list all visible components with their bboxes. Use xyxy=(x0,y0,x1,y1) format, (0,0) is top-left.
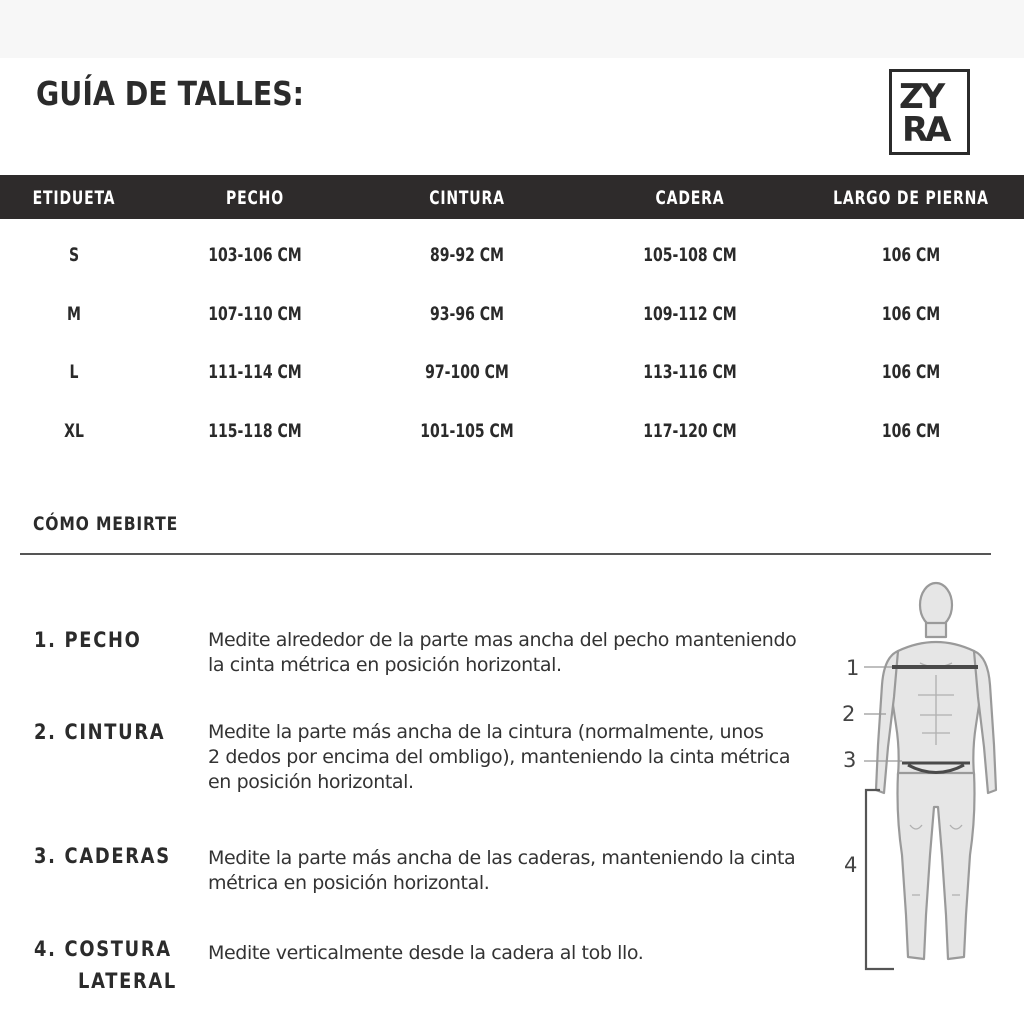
size-cell: L xyxy=(69,361,79,383)
brand-logo xyxy=(889,69,970,155)
size-table-header xyxy=(0,175,1024,219)
size-cell: S xyxy=(68,244,80,266)
hip-cell: 117-120 CM xyxy=(643,420,737,442)
logo-line-2: RA xyxy=(902,110,949,150)
size-cell: XL xyxy=(64,420,84,442)
page-title: GUÍA DE TALLES: xyxy=(36,74,305,113)
section-divider xyxy=(20,553,991,555)
header-hip: CADERA xyxy=(655,187,725,209)
figure-number-4: 4 xyxy=(844,853,858,877)
leg-cell: 106 CM xyxy=(881,244,941,266)
table-row xyxy=(0,244,1024,274)
hip-cell: 113-116 CM xyxy=(643,361,737,383)
hip-cell: 109-112 CM xyxy=(643,303,737,325)
chest-cell: 107-110 CM xyxy=(208,303,302,325)
waist-cell: 89-92 CM xyxy=(430,244,504,266)
leg-cell: 106 CM xyxy=(881,361,941,383)
leg-cell: 106 CM xyxy=(881,303,941,325)
top-band xyxy=(0,0,1024,58)
step-label-chest: 1. PECHO xyxy=(34,628,142,652)
chest-cell: 111-114 CM xyxy=(208,361,302,383)
leg-cell: 106 CM xyxy=(881,420,941,442)
figure-number-3: 3 xyxy=(843,748,857,772)
body-measurement-figure xyxy=(836,575,1016,975)
step-text-waist: Medite la parte más ancha de la cintura (normalmente, unos 2 dedos por encima del ombligo), manteniendo la cinta métrica en posición horizontal. xyxy=(208,721,791,793)
header-chest: PECHO xyxy=(226,187,284,209)
waist-cell: 97-100 CM xyxy=(425,361,509,383)
step-text-hips: Medite la parte más ancha de las caderas, manteniendo la cinta métrica en posición horizontal. xyxy=(208,847,796,894)
step-label-side-seam-line2: LATERAL xyxy=(78,969,178,993)
chest-cell: 103-106 CM xyxy=(208,244,302,266)
header-waist: CINTURA xyxy=(429,187,505,209)
step-label-hips: 3. CADERAS xyxy=(34,844,171,868)
figure-number-2: 2 xyxy=(842,702,856,726)
step-text-chest: Medite alrededor de la parte mas ancha del pecho manteniendo la cinta métrica en posición horizontal. xyxy=(208,629,797,676)
table-row xyxy=(0,303,1024,333)
waist-cell: 93-96 CM xyxy=(430,303,504,325)
section-title: CÓMO MEBIRTE xyxy=(33,513,179,535)
header-leg-length: LARGO DE PIERNA xyxy=(833,187,989,209)
logo-line-1: ZY xyxy=(899,77,943,117)
table-row xyxy=(0,420,1024,450)
table-row xyxy=(0,361,1024,391)
body-silhouette-icon xyxy=(836,575,1016,975)
hip-cell: 105-108 CM xyxy=(643,244,737,266)
size-cell: M xyxy=(67,303,81,325)
chest-cell: 115-118 CM xyxy=(208,420,302,442)
waist-cell: 101-105 CM xyxy=(420,420,514,442)
header-label: ETIDUETA xyxy=(32,187,116,209)
step-text-side-seam: Medite verticalmente desde la cadera al tob llo. xyxy=(208,942,644,964)
step-label-side-seam: 4. COSTURA xyxy=(34,937,172,961)
step-label-waist: 2. CINTURA xyxy=(34,720,166,744)
figure-number-1: 1 xyxy=(846,656,860,680)
